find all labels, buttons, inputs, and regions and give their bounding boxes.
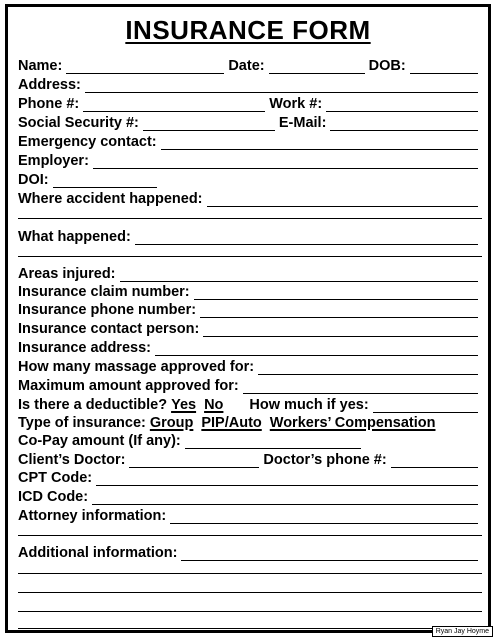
massage-approved-label: How many massage approved for: — [18, 359, 255, 375]
row-where-accident — [18, 189, 482, 207]
cpt-label: CPT Code: — [18, 470, 93, 486]
row-name-date-dob — [18, 56, 482, 74]
ins-contact-field[interactable] — [203, 323, 478, 337]
ins-address-label: Insurance address: — [18, 340, 151, 356]
areas-injured-field[interactable] — [120, 268, 479, 282]
work-field[interactable] — [326, 98, 478, 112]
ssn-field[interactable] — [143, 117, 275, 131]
ins-phone-field[interactable] — [200, 304, 478, 318]
work-label: Work #: — [269, 96, 323, 112]
claim-number-label: Insurance claim number: — [18, 284, 190, 300]
what-happened-field[interactable] — [135, 231, 478, 245]
row-phone-work — [18, 94, 482, 112]
row-ins-address — [18, 338, 482, 356]
row-ssn-email — [18, 113, 482, 131]
deductible-no-option[interactable]: No — [204, 397, 224, 413]
row-emergency — [18, 132, 482, 150]
massage-approved-field[interactable] — [258, 361, 478, 375]
additional-line-2[interactable] — [18, 573, 482, 574]
doctors-phone-label: Doctor’s phone #: — [263, 452, 387, 468]
row-additional — [18, 543, 482, 561]
dob-label: DOB: — [368, 58, 406, 74]
what-happened-line-2[interactable] — [18, 256, 482, 257]
row-ins-phone — [18, 300, 482, 318]
type-insurance-label: Type of insurance: — [18, 415, 146, 431]
additional-line-3[interactable] — [18, 592, 482, 593]
email-field[interactable] — [330, 117, 478, 131]
row-doi — [18, 170, 482, 188]
author-credit: Ryan Jay Hoyme — [432, 626, 493, 637]
how-much-label: How much if yes: — [249, 397, 369, 413]
ins-address-field[interactable] — [155, 342, 478, 356]
additional-line-5[interactable] — [18, 628, 482, 629]
ins-phone-label: Insurance phone number: — [18, 302, 197, 318]
row-icd — [18, 487, 482, 505]
date-field[interactable] — [269, 60, 365, 74]
row-areas-injured — [18, 264, 482, 282]
emergency-field[interactable] — [161, 136, 478, 150]
email-label: E-Mail: — [278, 115, 327, 131]
copay-label: Co-Pay amount (If any): — [18, 433, 181, 449]
insurance-workers-comp-option[interactable]: Workers’ Compensation — [269, 415, 436, 431]
row-ins-contact — [18, 319, 482, 337]
phone-field[interactable] — [83, 98, 265, 112]
row-employer — [18, 151, 482, 169]
where-accident-field[interactable] — [207, 193, 478, 207]
row-max-amount — [18, 376, 482, 394]
row-address — [18, 75, 482, 93]
copay-field[interactable] — [185, 435, 361, 449]
ins-contact-label: Insurance contact person: — [18, 321, 200, 337]
attorney-field[interactable] — [170, 510, 478, 524]
insurance-group-option[interactable]: Group — [149, 415, 194, 431]
areas-injured-label: Areas injured: — [18, 266, 116, 282]
name-field[interactable] — [66, 60, 224, 74]
date-label: Date: — [228, 58, 265, 74]
additional-field[interactable] — [181, 547, 478, 561]
max-amount-field[interactable] — [243, 380, 478, 394]
ssn-label: Social Security #: — [18, 115, 139, 131]
row-copay — [18, 431, 482, 449]
how-much-field[interactable] — [373, 399, 478, 413]
address-label: Address: — [18, 77, 81, 93]
row-attorney — [18, 506, 482, 524]
form-sheet — [5, 4, 491, 633]
icd-label: ICD Code: — [18, 489, 89, 505]
attorney-line-2[interactable] — [18, 535, 482, 536]
additional-line-4[interactable] — [18, 611, 482, 612]
row-claim-number — [18, 282, 482, 300]
insurance-pip-auto-option[interactable]: PIP/Auto — [201, 415, 262, 431]
dob-field[interactable] — [410, 60, 478, 74]
what-happened-label: What happened: — [18, 229, 131, 245]
doi-field[interactable] — [53, 174, 157, 188]
row-what-happened — [18, 227, 482, 245]
clients-doctor-label: Client’s Doctor: — [18, 452, 126, 468]
form-title: INSURANCE FORM — [125, 15, 371, 45]
row-doctor — [18, 450, 482, 468]
doctors-phone-field[interactable] — [391, 454, 478, 468]
emergency-label: Emergency contact: — [18, 134, 157, 150]
deductible-label: Is there a deductible? — [18, 397, 168, 413]
doi-label: DOI: — [18, 172, 49, 188]
row-massage-approved — [18, 357, 482, 375]
additional-label: Additional information: — [18, 545, 178, 561]
address-field[interactable] — [85, 79, 478, 93]
employer-field[interactable] — [93, 155, 478, 169]
deductible-yes-option[interactable]: Yes — [171, 397, 197, 413]
name-label: Name: — [18, 58, 63, 74]
row-type-insurance — [18, 413, 482, 431]
phone-label: Phone #: — [18, 96, 80, 112]
cpt-field[interactable] — [96, 472, 478, 486]
max-amount-label: Maximum amount approved for: — [18, 378, 239, 394]
row-cpt — [18, 468, 482, 486]
attorney-label: Attorney information: — [18, 508, 167, 524]
row-deductible — [18, 395, 482, 413]
employer-label: Employer: — [18, 153, 89, 169]
icd-field[interactable] — [92, 491, 478, 505]
where-accident-label: Where accident happened: — [18, 191, 203, 207]
where-accident-line-2[interactable] — [18, 218, 482, 219]
clients-doctor-field[interactable] — [129, 454, 259, 468]
claim-number-field[interactable] — [194, 286, 478, 300]
